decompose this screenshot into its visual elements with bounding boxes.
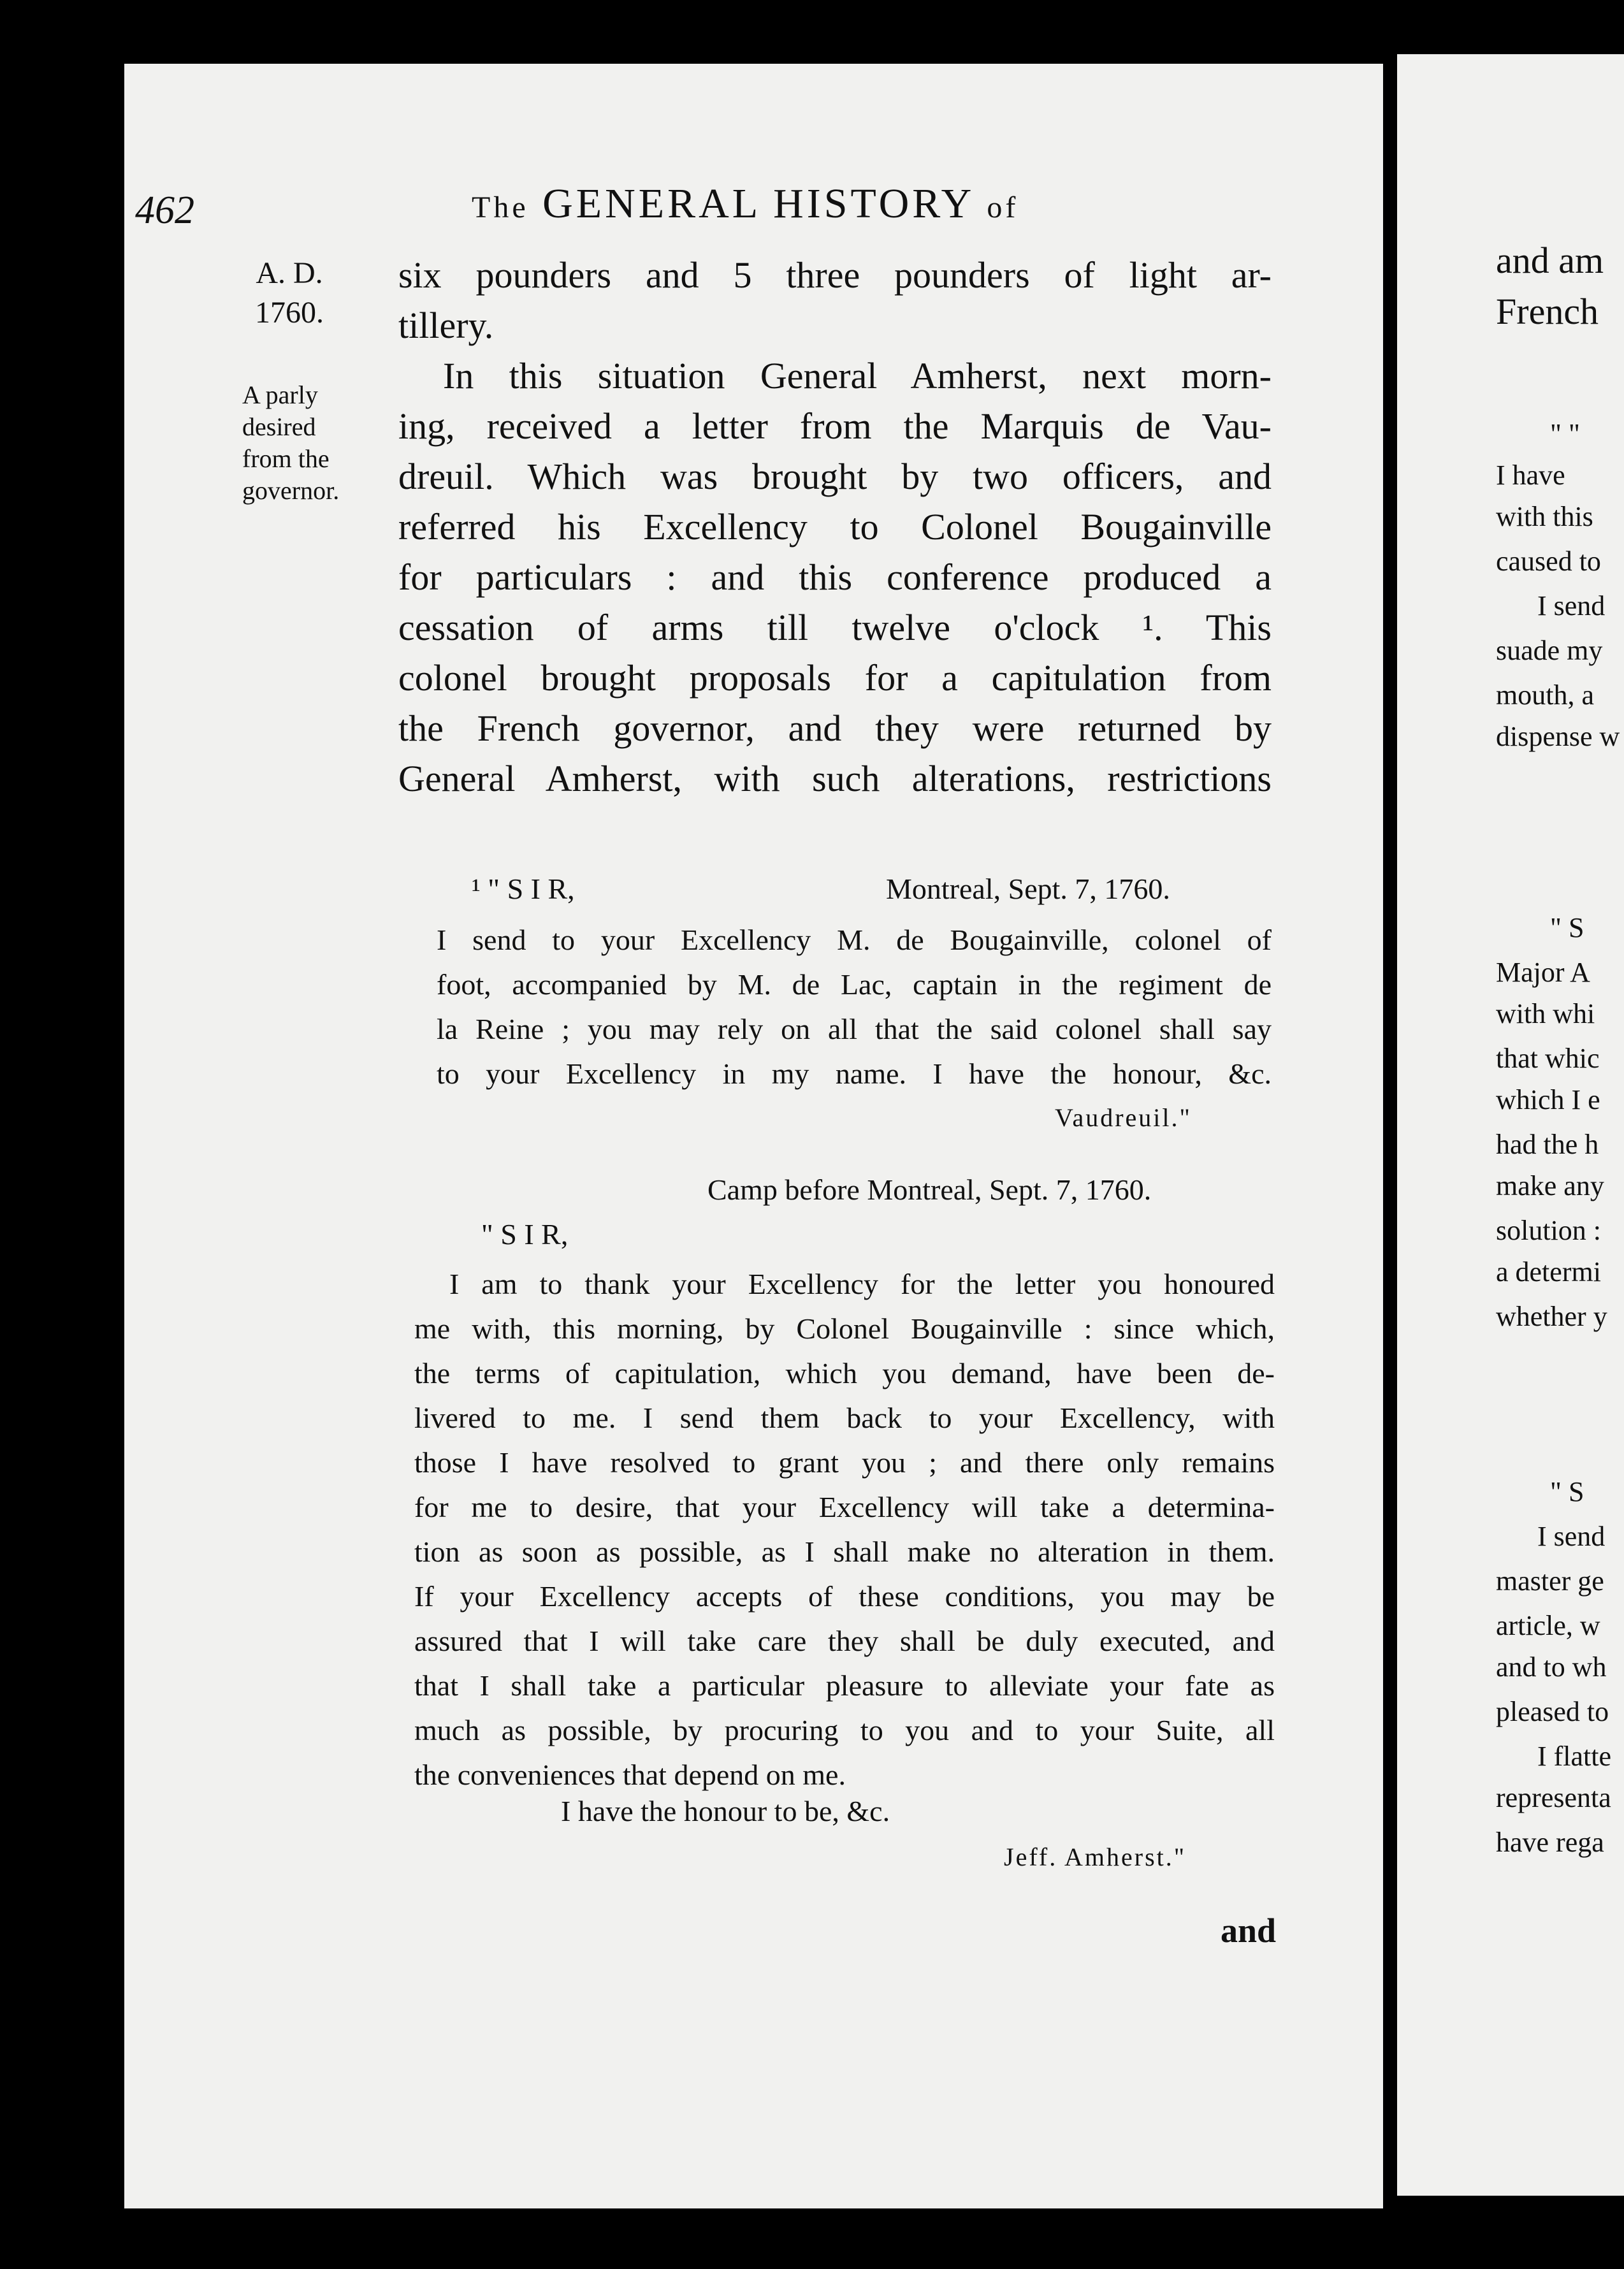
main-text-line: referred his Excellency to Colonel Bougainville xyxy=(398,506,1272,547)
right-fragment-line: and am xyxy=(1496,240,1604,281)
right-fragment-line: I flatte xyxy=(1537,1741,1612,1772)
main-text-line: tillery. xyxy=(398,305,494,346)
right-fragment-line: make any xyxy=(1496,1170,1604,1201)
right-fragment-line: whether y xyxy=(1496,1301,1607,1332)
main-text xyxy=(398,250,1272,804)
margin-year xyxy=(255,254,324,333)
right-fragment-line: master ge xyxy=(1496,1565,1604,1597)
right-fragment-line: French xyxy=(1496,291,1599,332)
margin-note-line: A parly xyxy=(242,381,318,409)
right-fragment-line: representa xyxy=(1496,1782,1611,1813)
right-fragment-line: that whic xyxy=(1496,1043,1600,1074)
letter2-line: assured that I will take care they shall be duly executed, and xyxy=(414,1625,1275,1657)
letter2-line: livered to me. I send them back to your Excellency, with xyxy=(414,1402,1275,1434)
right-fragment-line: which I e xyxy=(1496,1084,1600,1115)
right-fragment-line: have rega xyxy=(1496,1827,1604,1858)
margin-note-line: from the xyxy=(242,444,330,473)
letter2-line: If your Excellency accepts of these conditions, you may be xyxy=(414,1580,1275,1613)
right-fragment-line: suade my xyxy=(1496,635,1603,666)
catchword: and xyxy=(1221,1911,1277,1950)
letter1-line: foot, accompanied by M. de Lac, captain in the regiment de xyxy=(437,968,1272,1001)
letter2-line: those I have resolved to grant you ; and there only remains xyxy=(414,1446,1275,1479)
right-fragment-line: I send xyxy=(1537,1521,1606,1552)
main-text-line: ing, received a letter from the Marquis de Vau- xyxy=(398,405,1272,447)
letter2-line: me with, this morning, by Colonel Bougainville : since which, xyxy=(414,1312,1275,1345)
letter2-line: that I shall take a particular pleasure to alleviate your fate as xyxy=(414,1669,1275,1702)
right-fragment-line: caused to xyxy=(1496,546,1601,577)
right-fragment-line: I have xyxy=(1496,460,1565,491)
right-fragment-line: " S xyxy=(1550,912,1584,943)
margin-year-prefix: A. D. xyxy=(256,256,323,290)
letter2-line: the conveniences that depend on me. xyxy=(414,1758,846,1791)
main-text-line: the French governor, and they were returned by xyxy=(398,707,1272,749)
letter1-dateline: Montreal, Sept. 7, 1760. xyxy=(886,873,1170,905)
right-fragment-line: " " xyxy=(1550,418,1580,449)
right-fragment-line: Major A xyxy=(1496,957,1590,988)
letter1-line: to your Excellency in my name. I have the honour, &c. xyxy=(437,1057,1272,1090)
right-fragment-line: pleased to xyxy=(1496,1696,1609,1727)
running-head-suffix: of xyxy=(987,191,1019,224)
letter1-salutation: ¹ " S I R, xyxy=(472,873,575,905)
right-fragment-line: solution : xyxy=(1496,1215,1602,1246)
main-text-line: colonel brought proposals for a capitulation from xyxy=(398,657,1272,699)
letter2-line: for me to desire, that your Excellency will take a determina- xyxy=(414,1491,1275,1523)
right-fragment-line: with this xyxy=(1496,501,1593,532)
letter1-line: la Reine ; you may rely on all that the said colonel shall say xyxy=(437,1013,1272,1045)
letter1-signature: Vaudreuil." xyxy=(1055,1103,1192,1132)
letter2-line: tion as soon as possible, as I shall make no alteration in them. xyxy=(414,1535,1275,1568)
right-fragment-line: had the h xyxy=(1496,1129,1599,1160)
right-fragment-line: I send xyxy=(1537,590,1606,621)
right-fragment-line: dispense w xyxy=(1496,721,1620,752)
right-fragment-line: mouth, a xyxy=(1496,679,1594,711)
running-head-main: GENERAL HISTORY xyxy=(542,180,973,227)
letter2-salutation: " S I R, xyxy=(481,1218,569,1250)
letter1-body xyxy=(437,918,1272,1096)
main-text-line: for particulars : and this conference produced a xyxy=(398,556,1272,598)
margin-note-line: governor. xyxy=(242,476,340,505)
letter2-line: the terms of capitulation, which you demand, have been de- xyxy=(414,1357,1275,1389)
right-fragment-line: and to wh xyxy=(1496,1651,1607,1683)
right-fragment-line: article, w xyxy=(1496,1610,1600,1641)
running-head-prefix: The xyxy=(472,191,529,224)
letter2-signature: Jeff. Amherst." xyxy=(1004,1843,1187,1871)
page-number: 462 xyxy=(135,189,194,232)
running-head xyxy=(472,180,1019,228)
main-text-line: six pounders and 5 three pounders of light ar- xyxy=(398,254,1272,296)
letter2-closing: I have the honour to be, &c. xyxy=(561,1795,890,1827)
main-text-line: cessation of arms till twelve o'clock ¹. This xyxy=(398,607,1272,648)
margin-note xyxy=(242,379,339,507)
main-text-line: In this situation General Amherst, next morn- xyxy=(443,355,1272,396)
right-fragment-line: " S xyxy=(1550,1476,1584,1507)
letter2-line: I am to thank your Excellency for the letter you honoured xyxy=(449,1268,1275,1300)
letter2-body xyxy=(414,1262,1275,1797)
letter1-line: I send to your Excellency M. de Bougainville, colonel of xyxy=(437,924,1272,956)
right-page-fragment xyxy=(1397,54,1624,2196)
margin-note-line: desired xyxy=(242,412,316,441)
right-fragment-line: with whi xyxy=(1496,998,1595,1029)
main-text-line: dreuil. Which was brought by two officers, and xyxy=(398,456,1272,497)
margin-year-value: 1760. xyxy=(255,296,324,330)
letter2-line: much as possible, by procuring to you and to your Suite, all xyxy=(414,1714,1275,1746)
right-fragment-line: a determi xyxy=(1496,1256,1601,1287)
main-text-line: General Amherst, with such alterations, restrictions xyxy=(398,758,1272,799)
letter2-dateline: Camp before Montreal, Sept. 7, 1760. xyxy=(707,1173,1152,1206)
